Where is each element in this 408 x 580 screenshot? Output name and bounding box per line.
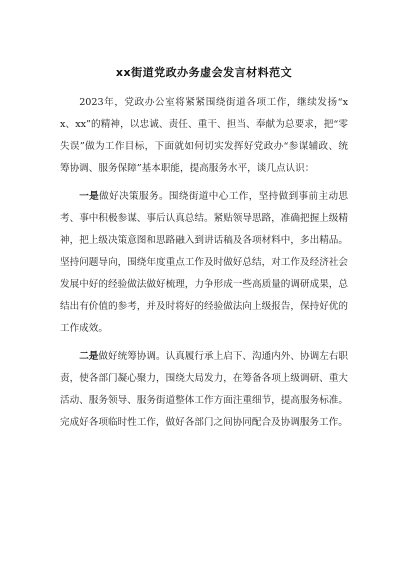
paragraph-lead: 一是 [79, 191, 100, 202]
paragraph-point-two [60, 346, 348, 434]
paragraph-lead: 二是 [79, 351, 99, 362]
paragraph-point-one [60, 186, 348, 340]
paragraph-text: 2023年，党政办公室将紧紧围绕街道各项工作，继续发扬“xx、xx”的精神，以忠诚、责任、重干、担当、奉献为总要求，把“零失误”做为工作目标，下面就如何切实发挥好党政办“参谋辅政、统筹协调、服务保障”基本职能，提高服务水平，谈几点认识： [60, 97, 348, 174]
paragraph-text: 做好决策服务。围绕街道中心工作，坚持做到事前主动思考、事中积极参谋、事后认真总结。紧贴领导思路，准确把握上级精神，把上级决策意图和思路融入到讲话稿及各项材料中，多出精品。坚持问题导向，围绕年度重点工作及时做好总结，对工作及经济社会发展中好的经验做法做好梳理，力争形成一些高质量的调研成果，总结出有价值的参考，并及时将好的经验做法向上级报告，保持好优的工作成效。 [60, 191, 349, 334]
paragraph-text: 做好统筹协调。认真履行承上启下、沟通内外、协调左右职责，使各部门凝心聚力，围绕大局发力，在筹备各项上级调研、重大活动、服务领导、服务街道整体工作方面注重细节，提高服务标准。完成好各项临时性工作，做好各部门之间协同配合及协调服务工作。 [60, 351, 349, 428]
document-title: xx街道党政办务虚会发言材料范文 [115, 66, 293, 79]
paragraph-intro [60, 92, 348, 180]
document-body [60, 92, 348, 440]
